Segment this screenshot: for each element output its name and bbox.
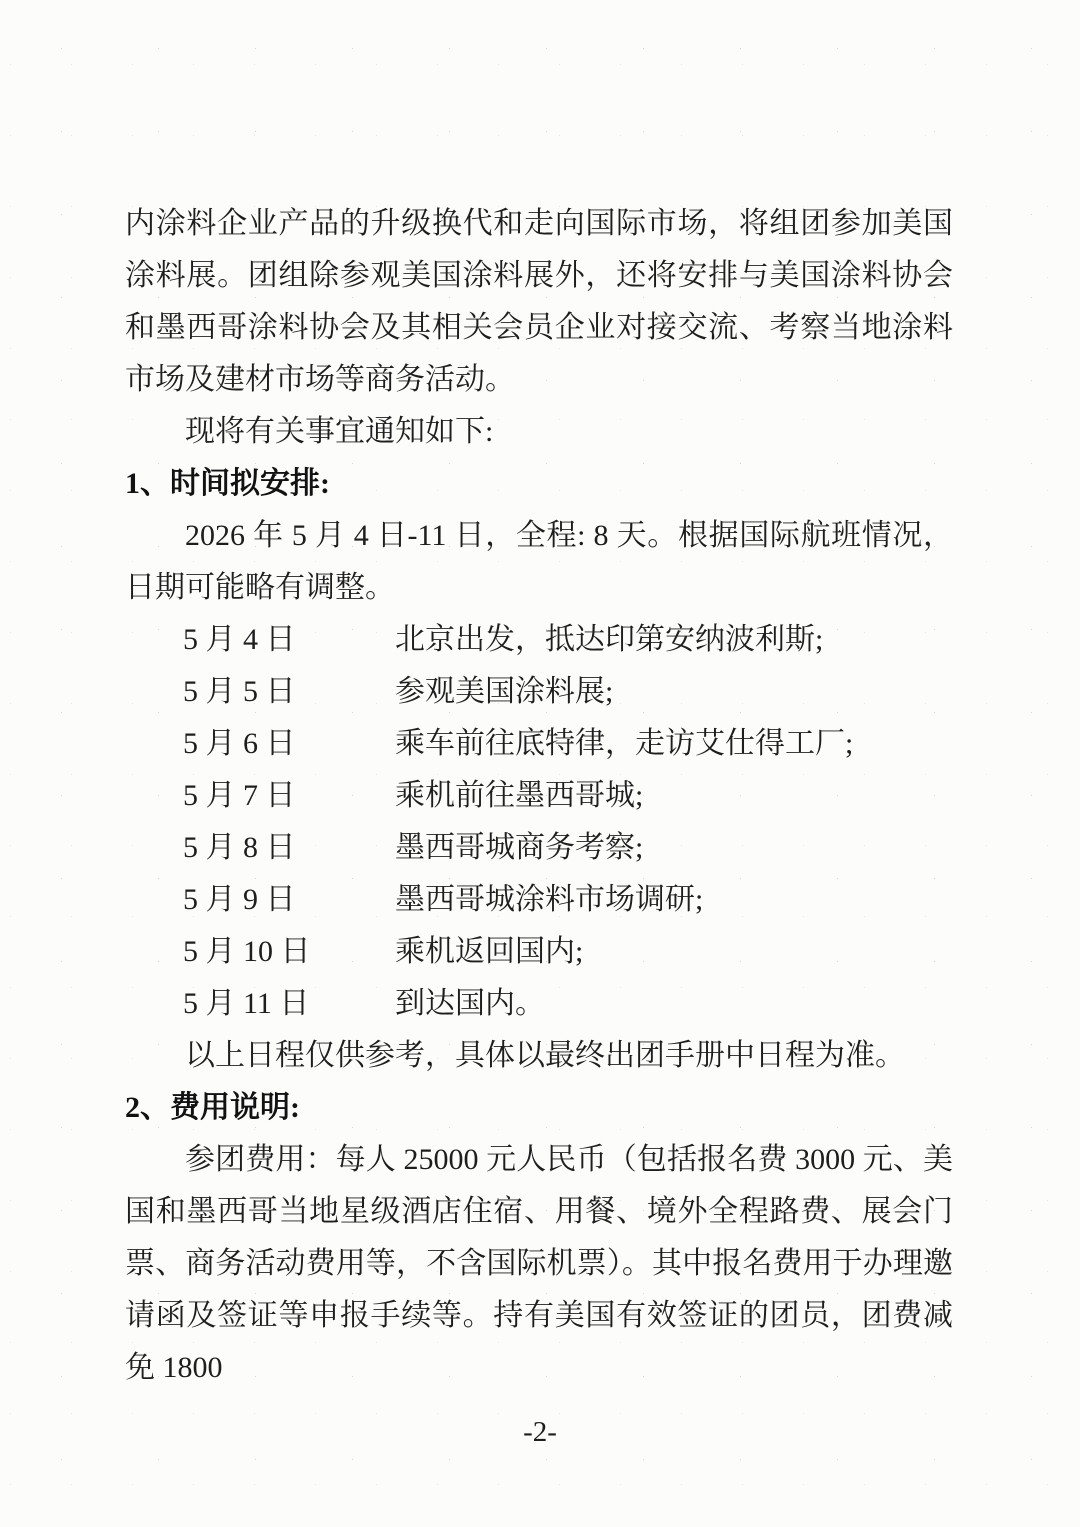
section-1-summary: 2026 年 5 月 4 日-11 日，全程: 8 天。根据国际航班情况，日期可能略有调整。 (125, 519, 953, 604)
itinerary-row (125, 666, 953, 718)
itinerary-activity: 乘车前往底特律，走访艾仕得工厂; (395, 727, 854, 760)
itinerary-list (125, 614, 953, 1030)
itinerary-row (125, 718, 953, 770)
itinerary-activity: 乘机返回国内; (395, 935, 584, 968)
itinerary-note: 以上日程仅供参考，具体以最终出团手册中日程为准。 (185, 1039, 905, 1072)
itinerary-row (125, 874, 953, 926)
itinerary-activity: 到达国内。 (395, 987, 545, 1020)
itinerary-date: 5 月 10 日 (183, 935, 311, 968)
intro-paragraph: 内涂料企业产品的升级换代和走向国际市场，将组团参加美国涂料展。团组除参观美国涂料展外，还将安排与美国涂料协会和墨西哥涂料协会及其相关会员企业对接交流、考察当地涂料市场及建材市场等商务活动。 (125, 207, 953, 396)
itinerary-date: 5 月 5 日 (183, 675, 296, 708)
itinerary-activity: 参观美国涂料展; (395, 675, 614, 708)
section-1-heading: 1、时间拟安排: (125, 467, 330, 500)
itinerary-row (125, 614, 953, 666)
itinerary-date: 5 月 9 日 (183, 883, 296, 916)
itinerary-row (125, 822, 953, 874)
itinerary-activity: 乘机前往墨西哥城; (395, 779, 644, 812)
itinerary-date: 5 月 11 日 (183, 987, 310, 1020)
itinerary-date: 5 月 8 日 (183, 831, 296, 864)
section-2-heading: 2、费用说明: (125, 1091, 300, 1124)
page-number: -2- (523, 1416, 557, 1448)
itinerary-activity: 墨西哥城商务考察; (395, 831, 644, 864)
itinerary-date: 5 月 7 日 (183, 779, 296, 812)
itinerary-row (125, 926, 953, 978)
itinerary-row (125, 978, 953, 1030)
itinerary-date: 5 月 6 日 (183, 727, 296, 760)
document-body (125, 198, 953, 1394)
itinerary-activity: 墨西哥城涂料市场调研; (395, 883, 704, 916)
notice-line: 现将有关事宜通知如下: (185, 415, 494, 448)
itinerary-date: 5 月 4 日 (183, 623, 296, 656)
itinerary-activity: 北京出发，抵达印第安纳波利斯; (395, 623, 824, 656)
itinerary-row (125, 770, 953, 822)
section-2-body: 参团费用：每人 25000 元人民币（包括报名费 3000 元、美国和墨西哥当地星级酒店住宿、用餐、境外全程路费、展会门票、商务活动费用等，不含国际机票）。其中报名费用于办理邀请函及签证等申报手续等。持有美国有效签证的团员，团费减免 1800 (125, 1143, 953, 1384)
